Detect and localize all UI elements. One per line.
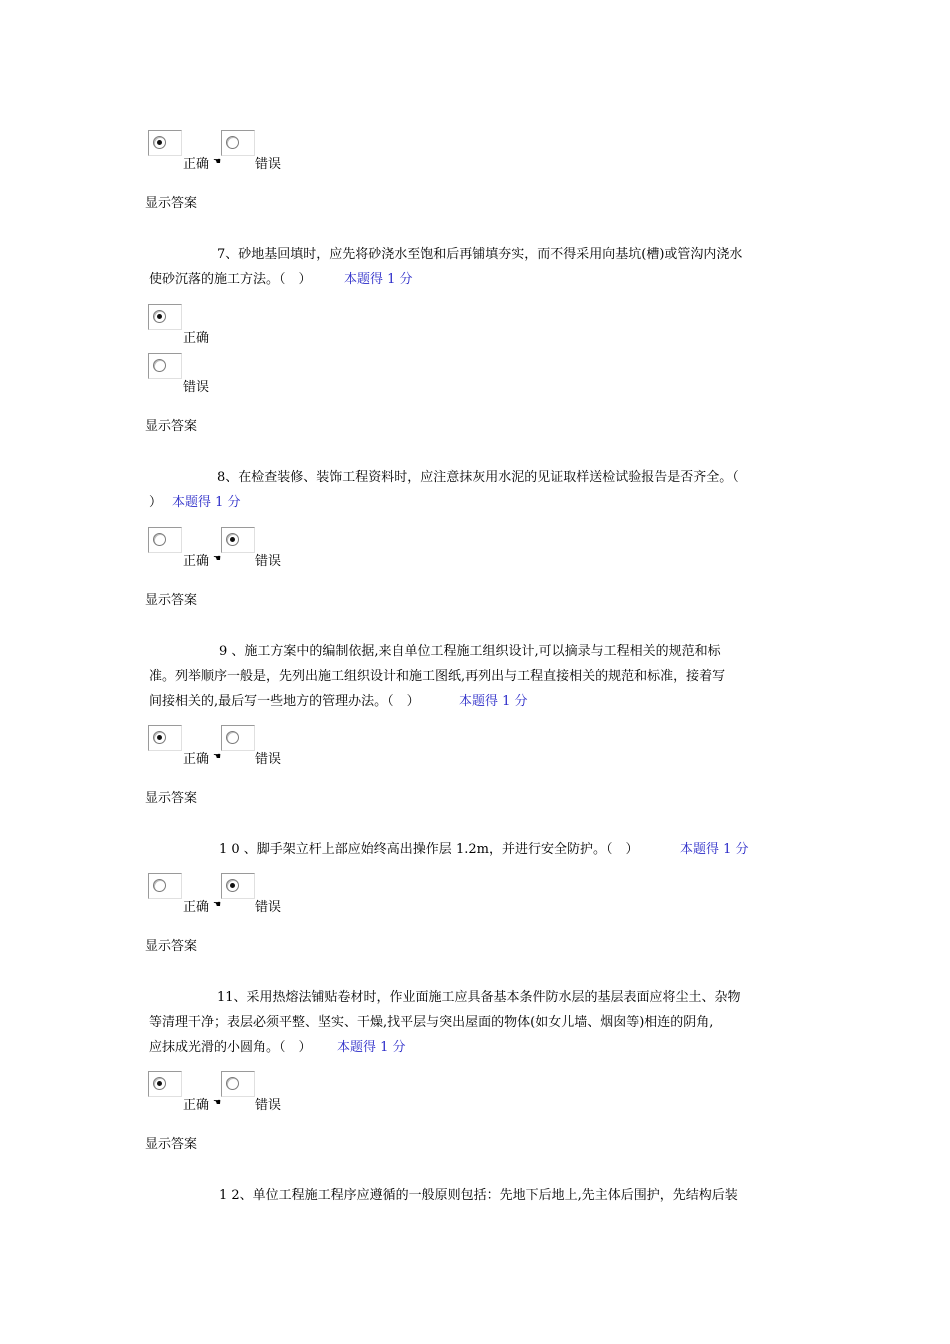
q7-score: 本题得 1 分: [344, 272, 413, 287]
q8-score: 本题得 1 分: [172, 495, 241, 510]
q7-text-line1: 7、砂地基回填时，应先将砂浇水至饱和后再铺填夯实，而不得采用向基坑(槽)或管沟内浇水: [217, 247, 743, 262]
q7-label-correct: 正确: [183, 331, 210, 346]
q11-text-line1: 11、采用热熔法铺贴卷材时，作业面施工应具备基本条件防水层的基层表面应将尘土、杂物: [217, 990, 741, 1005]
q6-show-answer-link[interactable]: 显示答案: [145, 196, 198, 211]
q11-radio-correct[interactable]: [148, 1071, 182, 1097]
q11-show-answer-link[interactable]: 显示答案: [145, 1137, 198, 1152]
q8-label-correct: 正确: [183, 554, 210, 569]
q10-radio-correct[interactable]: [148, 873, 182, 899]
q12-text-line1: 1 2、单位工程施工程序应遵循的一般原则包括：先地下后地上,先主体后围护，先结构后装: [219, 1188, 738, 1203]
q7-show-answer-link[interactable]: 显示答案: [145, 419, 198, 434]
hand-cursor-icon: ☚: [213, 157, 222, 167]
radio-circle-icon: [153, 359, 166, 372]
q9-score: 本题得 1 分: [459, 694, 528, 709]
q9-radio-correct[interactable]: [148, 725, 182, 751]
q8-label-wrong: 错误: [255, 554, 282, 569]
radio-circle-icon: [226, 731, 239, 744]
q8-text-line2: ）: [149, 495, 163, 510]
q9-label-wrong: 错误: [255, 752, 282, 767]
radio-circle-icon: [153, 879, 166, 892]
q10-score: 本题得 1 分: [680, 842, 749, 857]
q6-label-wrong: 错误: [255, 157, 282, 172]
radio-circle-icon: [226, 879, 239, 892]
q10-text-line1: 1 0 、脚手架立杆上部应始终高出操作层 1.2m，并进行安全防护。（ ）: [219, 842, 639, 857]
q7-radio-correct[interactable]: [148, 304, 182, 330]
radio-selected-dot-icon: [157, 1081, 162, 1086]
q11-label-correct: 正确: [183, 1098, 210, 1113]
q10-show-answer-link[interactable]: 显示答案: [145, 939, 198, 954]
q7-label-wrong: 错误: [183, 380, 210, 395]
q8-text-line1: 8、在检查装修、装饰工程资料时，应注意抹灰用水泥的见证取样送检试验报告是否齐全。（: [217, 470, 739, 485]
q11-label-wrong: 错误: [255, 1098, 282, 1113]
radio-circle-icon: [153, 731, 166, 744]
radio-selected-dot-icon: [157, 314, 162, 319]
q9-show-answer-link[interactable]: 显示答案: [145, 791, 198, 806]
q9-text-line3: 间接相关的,最后写一些地方的管理办法。（ ）: [149, 694, 420, 709]
q8-radio-wrong[interactable]: [221, 527, 255, 553]
q6-label-correct: 正确: [183, 157, 210, 172]
radio-circle-icon: [153, 533, 166, 546]
hand-cursor-icon: ☚: [213, 752, 222, 762]
q9-radio-wrong[interactable]: [221, 725, 255, 751]
radio-selected-dot-icon: [230, 537, 235, 542]
radio-circle-icon: [226, 136, 239, 149]
hand-cursor-icon: ☚: [213, 554, 222, 564]
q7-radio-wrong[interactable]: [148, 353, 182, 379]
radio-circle-icon: [153, 136, 166, 149]
q9-label-correct: 正确: [183, 752, 210, 767]
radio-circle-icon: [153, 310, 166, 323]
q6-radio-correct[interactable]: [148, 130, 182, 156]
radio-selected-dot-icon: [157, 735, 162, 740]
q11-radio-wrong[interactable]: [221, 1071, 255, 1097]
radio-selected-dot-icon: [157, 140, 162, 145]
q9-text-line2: 准。列举顺序一般是，先列出施工组织设计和施工图纸,再列出与工程直接相关的规范和标准，接着写: [149, 669, 726, 684]
radio-circle-icon: [226, 1077, 239, 1090]
radio-circle-icon: [226, 533, 239, 546]
q11-score: 本题得 1 分: [337, 1040, 406, 1055]
hand-cursor-icon: ☚: [213, 1098, 222, 1108]
q10-radio-wrong[interactable]: [221, 873, 255, 899]
q8-radio-correct[interactable]: [148, 527, 182, 553]
q7-text-line2: 使砂沉落的施工方法。（ ）: [149, 272, 312, 287]
radio-circle-icon: [153, 1077, 166, 1090]
q10-label-correct: 正确: [183, 900, 210, 915]
hand-cursor-icon: ☚: [213, 900, 222, 910]
q6-radio-wrong[interactable]: [221, 130, 255, 156]
q9-text-line1: 9 、施工方案中的编制依据,来自单位工程施工组织设计,可以摘录与工程相关的规范和标: [219, 644, 721, 659]
radio-selected-dot-icon: [230, 883, 235, 888]
q11-text-line3: 应抹成光滑的小圆角。（ ）: [149, 1040, 312, 1055]
q10-label-wrong: 错误: [255, 900, 282, 915]
q8-show-answer-link[interactable]: 显示答案: [145, 593, 198, 608]
q11-text-line2: 等清理干净；表层必须平整、坚实、干燥,找平层与突出屋面的物体(如女儿墙、烟囱等)相连的阴角,: [149, 1015, 714, 1030]
